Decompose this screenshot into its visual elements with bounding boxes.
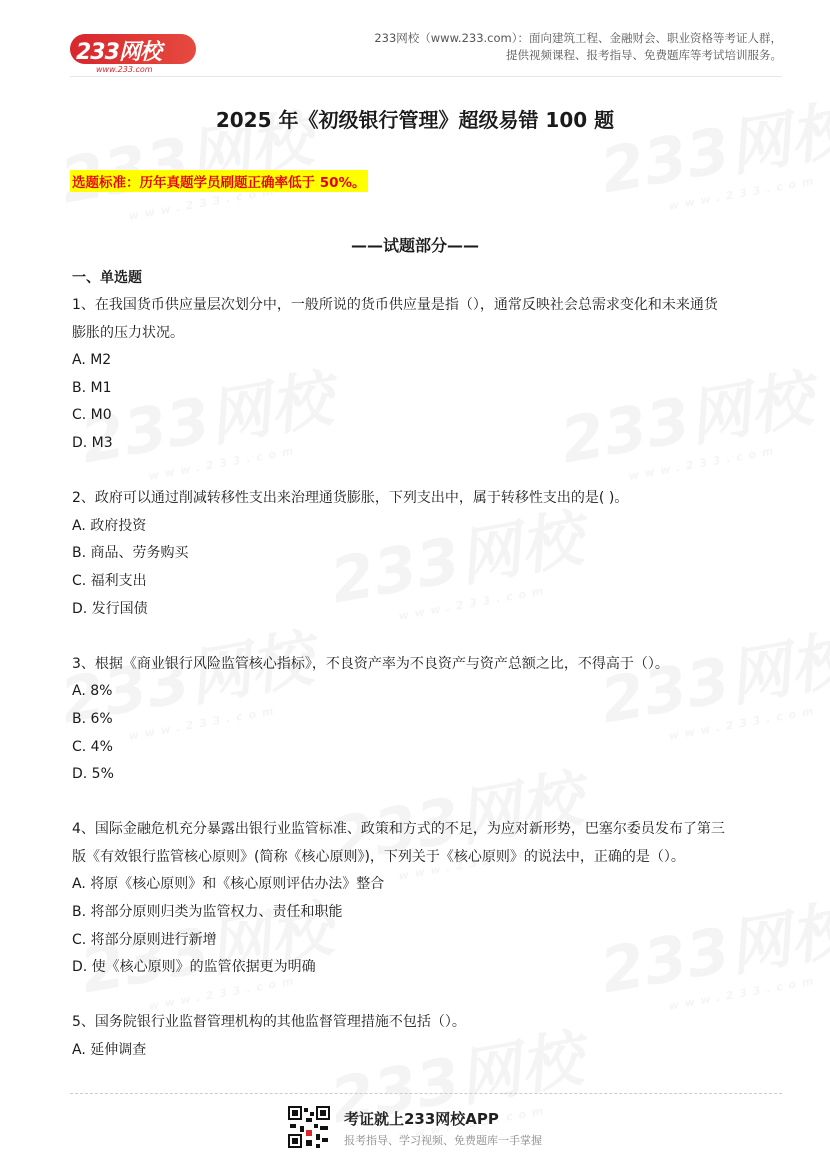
question-5 [72, 1009, 772, 1064]
option: B. 商品、劳务购买 [72, 545, 189, 562]
question-stem: 5、国务院银行业监督管理机构的其他监督管理措施不包括（）。 [72, 1014, 466, 1031]
question-stem: 1、在我国货币供应量层次划分中，一般所说的货币供应量是指（），通常反映社会总需求变化和未来通货 [72, 297, 718, 313]
option: A. 8% [72, 683, 113, 700]
document-title: 2025 年《初级银行管理》超级易错 100 题 [215, 108, 615, 132]
option: D. 使《核心原则》的监管依据更为明确 [72, 959, 316, 976]
option: D. M3 [72, 434, 113, 451]
qr-code-icon [288, 1106, 330, 1148]
question-stem: 3、根据《商业银行风险监管核心指标》，不良资产率为不良资产与资产总额之比，不得高于（）。 [72, 655, 669, 672]
option: A. 政府投资 [72, 517, 147, 534]
tagline-line-2: 提供视频课程、报考指导、免费题库等考试培训服务。 [506, 48, 782, 62]
option: C. 4% [72, 738, 113, 755]
app-promo-text: 考证就上233网校APP [344, 1110, 499, 1128]
tagline-line-1: 233网校（www.233.com）：面向建筑工程、金融财会、职业资格等考证人群， [374, 31, 782, 45]
option: B. 6% [72, 710, 113, 727]
question-2 [72, 485, 772, 623]
page-footer [70, 1093, 782, 1164]
option: A. 延伸调查 [72, 1042, 147, 1059]
option: C. M0 [72, 407, 112, 424]
section-title: ——试题部分—— [350, 236, 479, 255]
question-stem: 膨胀的压力状况。 [72, 324, 184, 341]
question-stem: 4、国际金融危机充分暴露出银行业监管标准、政策和方式的不足，为应对新形势，巴塞尔委员发布了第三 [72, 821, 725, 838]
logo-text: 233网校 [76, 40, 161, 65]
header-tagline [322, 30, 782, 64]
option: B. M1 [72, 379, 112, 396]
question-1 [72, 292, 772, 458]
watermark [593, 79, 830, 223]
selection-criteria: 选题标准：历年真题学员刷题正确率低于 50%。 [70, 170, 368, 192]
logo-url: www.233.com [96, 65, 153, 74]
page-header [70, 22, 782, 77]
question-stem: 2、政府可以通过削减转移性支出来治理通货膨胀，下列支出中，属于转移性支出的是( )。 [72, 490, 629, 507]
option: D. 5% [72, 766, 114, 783]
option: A. 将原《核心原则》和《核心原则评估办法》整合 [72, 876, 385, 893]
question-stem: 版《有效银行监管核心原则》(简称《核心原则》)，下列关于《核心原则》的说法中，正确的是（）。 [72, 848, 685, 865]
option: C. 福利支出 [72, 572, 147, 589]
question-list [72, 268, 772, 1065]
option: D. 发行国债 [72, 600, 148, 617]
brand-logo [70, 34, 202, 72]
option: C. 将部分原则进行新增 [72, 931, 217, 948]
question-4 [72, 816, 772, 982]
option: A. M2 [72, 352, 112, 369]
option: B. 将部分原则归类为监管权力、责任和职能 [72, 904, 343, 921]
subsection-heading: 一、单选题 [72, 270, 142, 286]
app-promo-subtext: 报考指导、学习视频、免费题库一手掌握 [344, 1134, 542, 1147]
question-3 [72, 651, 772, 789]
